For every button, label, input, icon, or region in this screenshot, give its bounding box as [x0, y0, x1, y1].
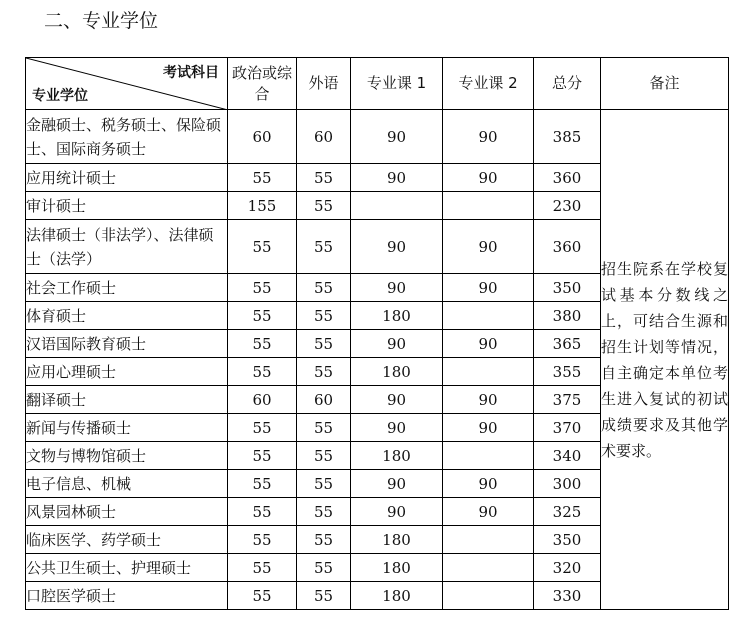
course1-score-cell: 90: [351, 220, 443, 274]
course1-score-cell: 180: [351, 582, 443, 610]
course2-score-cell: 90: [443, 274, 534, 302]
politics-score-cell: 60: [228, 110, 297, 164]
course2-score-cell: [443, 554, 534, 582]
total-score-cell: 325: [534, 498, 601, 526]
total-score-cell: 230: [534, 192, 601, 220]
politics-score-cell: 155: [228, 192, 297, 220]
course2-score-cell: [443, 442, 534, 470]
course1-score-cell: 90: [351, 414, 443, 442]
foreign-score-cell: 55: [297, 498, 351, 526]
politics-score-cell: 55: [228, 164, 297, 192]
major-name-cell: 汉语国际教育硕士: [26, 330, 228, 358]
major-name-cell: 文物与博物馆硕士: [26, 442, 228, 470]
total-score-cell: 370: [534, 414, 601, 442]
course1-score-cell: 90: [351, 274, 443, 302]
major-name-cell: 风景园林硕士: [26, 498, 228, 526]
major-name-cell: 社会工作硕士: [26, 274, 228, 302]
course1-score-cell: 180: [351, 554, 443, 582]
total-score-cell: 360: [534, 220, 601, 274]
course1-score-cell: 180: [351, 526, 443, 554]
remarks-cell: 招生院系在学校复试基本分数线之上，可结合生源和招生计划等情况，自主确定本单位考生进入复试的初试成绩要求及其他学术要求。: [601, 110, 729, 610]
section-title: 二、专业学位: [44, 10, 159, 32]
total-score-cell: 320: [534, 554, 601, 582]
major-name-cell: 审计硕士: [26, 192, 228, 220]
foreign-score-cell: 55: [297, 526, 351, 554]
foreign-score-cell: 55: [297, 358, 351, 386]
total-score-cell: 375: [534, 386, 601, 414]
course2-score-cell: 90: [443, 110, 534, 164]
corner-degree-label: 专业学位: [32, 88, 88, 104]
course1-score-cell: 90: [351, 330, 443, 358]
header-politics: 政治或综合: [228, 58, 297, 110]
politics-score-cell: 55: [228, 498, 297, 526]
course2-score-cell: 90: [443, 220, 534, 274]
foreign-score-cell: 55: [297, 302, 351, 330]
course1-score-cell: 90: [351, 470, 443, 498]
politics-score-cell: 55: [228, 414, 297, 442]
total-score-cell: 385: [534, 110, 601, 164]
total-score-cell: 340: [534, 442, 601, 470]
total-score-cell: 380: [534, 302, 601, 330]
course1-score-cell: [351, 192, 443, 220]
course1-score-cell: 90: [351, 164, 443, 192]
course2-score-cell: 90: [443, 414, 534, 442]
major-name-cell: 应用心理硕士: [26, 358, 228, 386]
major-name-cell: 口腔医学硕士: [26, 582, 228, 610]
course1-score-cell: 90: [351, 110, 443, 164]
course1-score-cell: 180: [351, 358, 443, 386]
politics-score-cell: 55: [228, 330, 297, 358]
header-remarks: 备注: [601, 58, 729, 110]
course1-score-cell: 180: [351, 302, 443, 330]
total-score-cell: 355: [534, 358, 601, 386]
course2-score-cell: 90: [443, 330, 534, 358]
total-score-cell: 365: [534, 330, 601, 358]
total-score-cell: 350: [534, 274, 601, 302]
politics-score-cell: 55: [228, 442, 297, 470]
total-score-cell: 300: [534, 470, 601, 498]
corner-header-cell: [26, 58, 228, 110]
foreign-score-cell: 55: [297, 274, 351, 302]
table-row: [26, 110, 729, 164]
foreign-score-cell: 60: [297, 386, 351, 414]
course1-score-cell: 180: [351, 442, 443, 470]
total-score-cell: 360: [534, 164, 601, 192]
politics-score-cell: 55: [228, 274, 297, 302]
foreign-score-cell: 55: [297, 442, 351, 470]
course2-score-cell: 90: [443, 386, 534, 414]
major-name-cell: 翻译硕士: [26, 386, 228, 414]
foreign-score-cell: 55: [297, 582, 351, 610]
politics-score-cell: 55: [228, 526, 297, 554]
major-name-cell: 金融硕士、税务硕士、保险硕士、国际商务硕士: [26, 110, 228, 164]
course2-score-cell: [443, 358, 534, 386]
foreign-score-cell: 55: [297, 554, 351, 582]
major-name-cell: 新闻与传播硕士: [26, 414, 228, 442]
foreign-score-cell: 55: [297, 330, 351, 358]
major-name-cell: 体育硕士: [26, 302, 228, 330]
course2-score-cell: [443, 302, 534, 330]
major-name-cell: 法律硕士（非法学）、法律硕士（法学）: [26, 220, 228, 274]
foreign-score-cell: 60: [297, 110, 351, 164]
score-table: [25, 57, 729, 610]
politics-score-cell: 55: [228, 470, 297, 498]
politics-score-cell: 55: [228, 220, 297, 274]
politics-score-cell: 55: [228, 582, 297, 610]
major-name-cell: 电子信息、机械: [26, 470, 228, 498]
politics-score-cell: 55: [228, 554, 297, 582]
corner-subject-label: 考试科目: [163, 65, 219, 81]
course2-score-cell: 90: [443, 470, 534, 498]
header-course-1: 专业课 1: [351, 58, 443, 110]
foreign-score-cell: 55: [297, 470, 351, 498]
header-course-2: 专业课 2: [443, 58, 534, 110]
major-name-cell: 公共卫生硕士、护理硕士: [26, 554, 228, 582]
course2-score-cell: [443, 526, 534, 554]
foreign-score-cell: 55: [297, 164, 351, 192]
course2-score-cell: 90: [443, 164, 534, 192]
politics-score-cell: 55: [228, 358, 297, 386]
course2-score-cell: [443, 192, 534, 220]
major-name-cell: 应用统计硕士: [26, 164, 228, 192]
foreign-score-cell: 55: [297, 220, 351, 274]
major-name-cell: 临床医学、药学硕士: [26, 526, 228, 554]
header-total: 总分: [534, 58, 601, 110]
course1-score-cell: 90: [351, 386, 443, 414]
header-row: [26, 58, 729, 110]
politics-score-cell: 60: [228, 386, 297, 414]
course1-score-cell: 90: [351, 498, 443, 526]
header-foreign-language: 外语: [297, 58, 351, 110]
total-score-cell: 330: [534, 582, 601, 610]
course2-score-cell: [443, 582, 534, 610]
foreign-score-cell: 55: [297, 192, 351, 220]
foreign-score-cell: 55: [297, 414, 351, 442]
total-score-cell: 350: [534, 526, 601, 554]
course2-score-cell: 90: [443, 498, 534, 526]
politics-score-cell: 55: [228, 302, 297, 330]
